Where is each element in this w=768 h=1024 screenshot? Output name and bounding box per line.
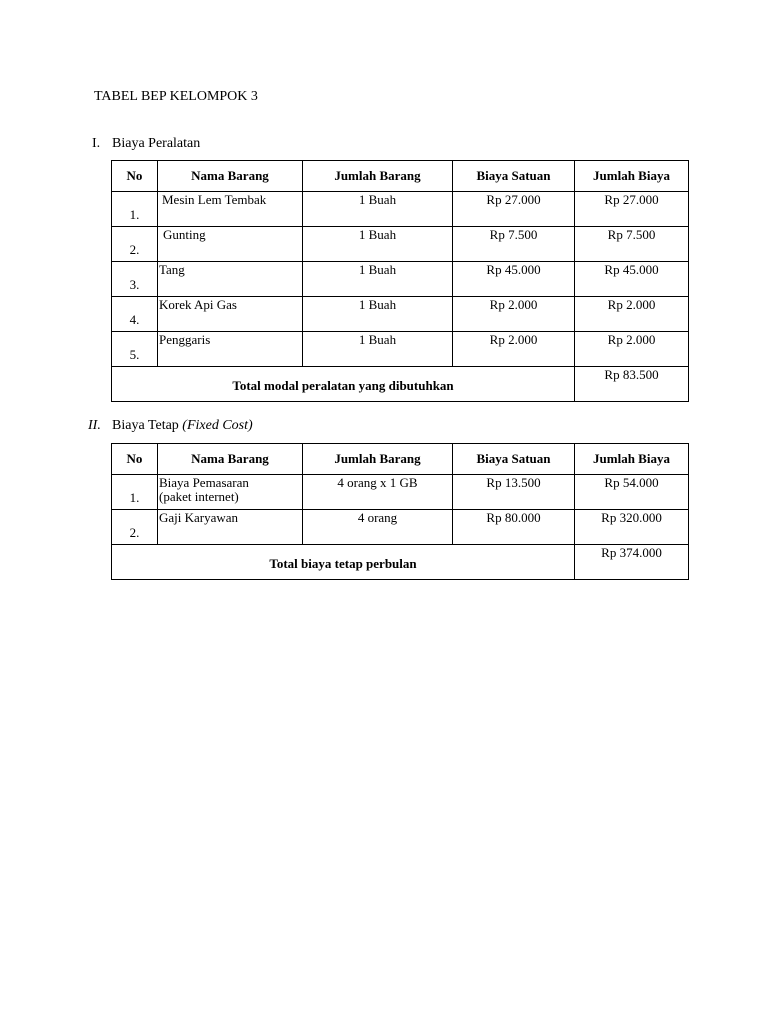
column-header-no: No [112,444,158,475]
cell-no: 2. [112,510,158,545]
cell-qty: 1 Buah [303,262,453,297]
cell-no: 1. [112,475,158,510]
table-row [112,510,689,545]
cell-unit-cost: Rp 13.500 [453,475,575,510]
cell-no: 4. [112,297,158,332]
cell-unit-cost: Rp 2.000 [453,297,575,332]
table-row [112,297,689,332]
cell-total-cost: Rp 2.000 [575,297,689,332]
cell-no: 1. [112,192,158,227]
cell-no: 3. [112,262,158,297]
cell-unit-cost: Rp 80.000 [453,510,575,545]
cell-unit-cost: Rp 27.000 [453,192,575,227]
column-header-jumlah-barang: Jumlah Barang [303,444,453,475]
total-value: Rp 83.500 [575,367,689,402]
total-row [112,545,689,580]
cell-total-cost: Rp 45.000 [575,262,689,297]
cell-unit-cost: Rp 7.500 [453,227,575,262]
cell-total-cost: Rp 54.000 [575,475,689,510]
cell-name-line1: Biaya Pemasaran [159,475,249,490]
cell-total-cost: Rp 2.000 [575,332,689,367]
column-header-no: No [112,161,158,192]
cell-total-cost: Rp 27.000 [575,192,689,227]
column-header-biaya-satuan: Biaya Satuan [453,444,575,475]
cell-name [158,475,303,510]
cell-qty: 4 orang x 1 GB [303,475,453,510]
total-value: Rp 374.000 [575,545,689,580]
cell-total-cost: Rp 320.000 [575,510,689,545]
cell-name: Gunting [158,227,303,262]
cell-qty: 4 orang [303,510,453,545]
table-header-row [112,444,689,475]
section-heading-biaya-peralatan [92,136,200,152]
cell-name-line2: (paket internet) [159,489,239,504]
cell-qty: 1 Buah [303,332,453,367]
cell-no: 2. [112,227,158,262]
section-title-italic: (Fixed Cost) [182,418,253,433]
section-number: I. [92,136,101,151]
section-heading-biaya-tetap [88,418,253,434]
column-header-nama-barang: Nama Barang [158,444,303,475]
cell-qty: 1 Buah [303,297,453,332]
table-row [112,227,689,262]
table-header-row [112,161,689,192]
fixed-cost-table [111,443,689,580]
cell-name: Korek Api Gas [158,297,303,332]
cell-total-cost: Rp 7.500 [575,227,689,262]
cell-unit-cost: Rp 2.000 [453,332,575,367]
table-row [112,192,689,227]
cell-name: Gaji Karyawan [158,510,303,545]
cell-name: Tang [158,262,303,297]
column-header-jumlah-biaya: Jumlah Biaya [575,444,689,475]
table-row [112,332,689,367]
cell-unit-cost: Rp 45.000 [453,262,575,297]
section-number: II. [88,418,101,433]
section-title: Biaya Tetap [112,418,179,433]
column-header-biaya-satuan: Biaya Satuan [453,161,575,192]
cell-qty: 1 Buah [303,192,453,227]
table-row [112,262,689,297]
cell-name: Mesin Lem Tembak [158,192,303,227]
column-header-nama-barang: Nama Barang [158,161,303,192]
cell-no: 5. [112,332,158,367]
table-row [112,475,689,510]
column-header-jumlah-biaya: Jumlah Biaya [575,161,689,192]
document-title: TABEL BEP KELOMPOK 3 [94,89,258,104]
section-title: Biaya Peralatan [112,136,201,151]
column-header-jumlah-barang: Jumlah Barang [303,161,453,192]
total-label: Total biaya tetap perbulan [112,545,575,580]
cell-name: Penggaris [158,332,303,367]
cell-qty: 1 Buah [303,227,453,262]
equipment-cost-table [111,160,689,402]
total-label: Total modal peralatan yang dibutuhkan [112,367,575,402]
total-row [112,367,689,402]
